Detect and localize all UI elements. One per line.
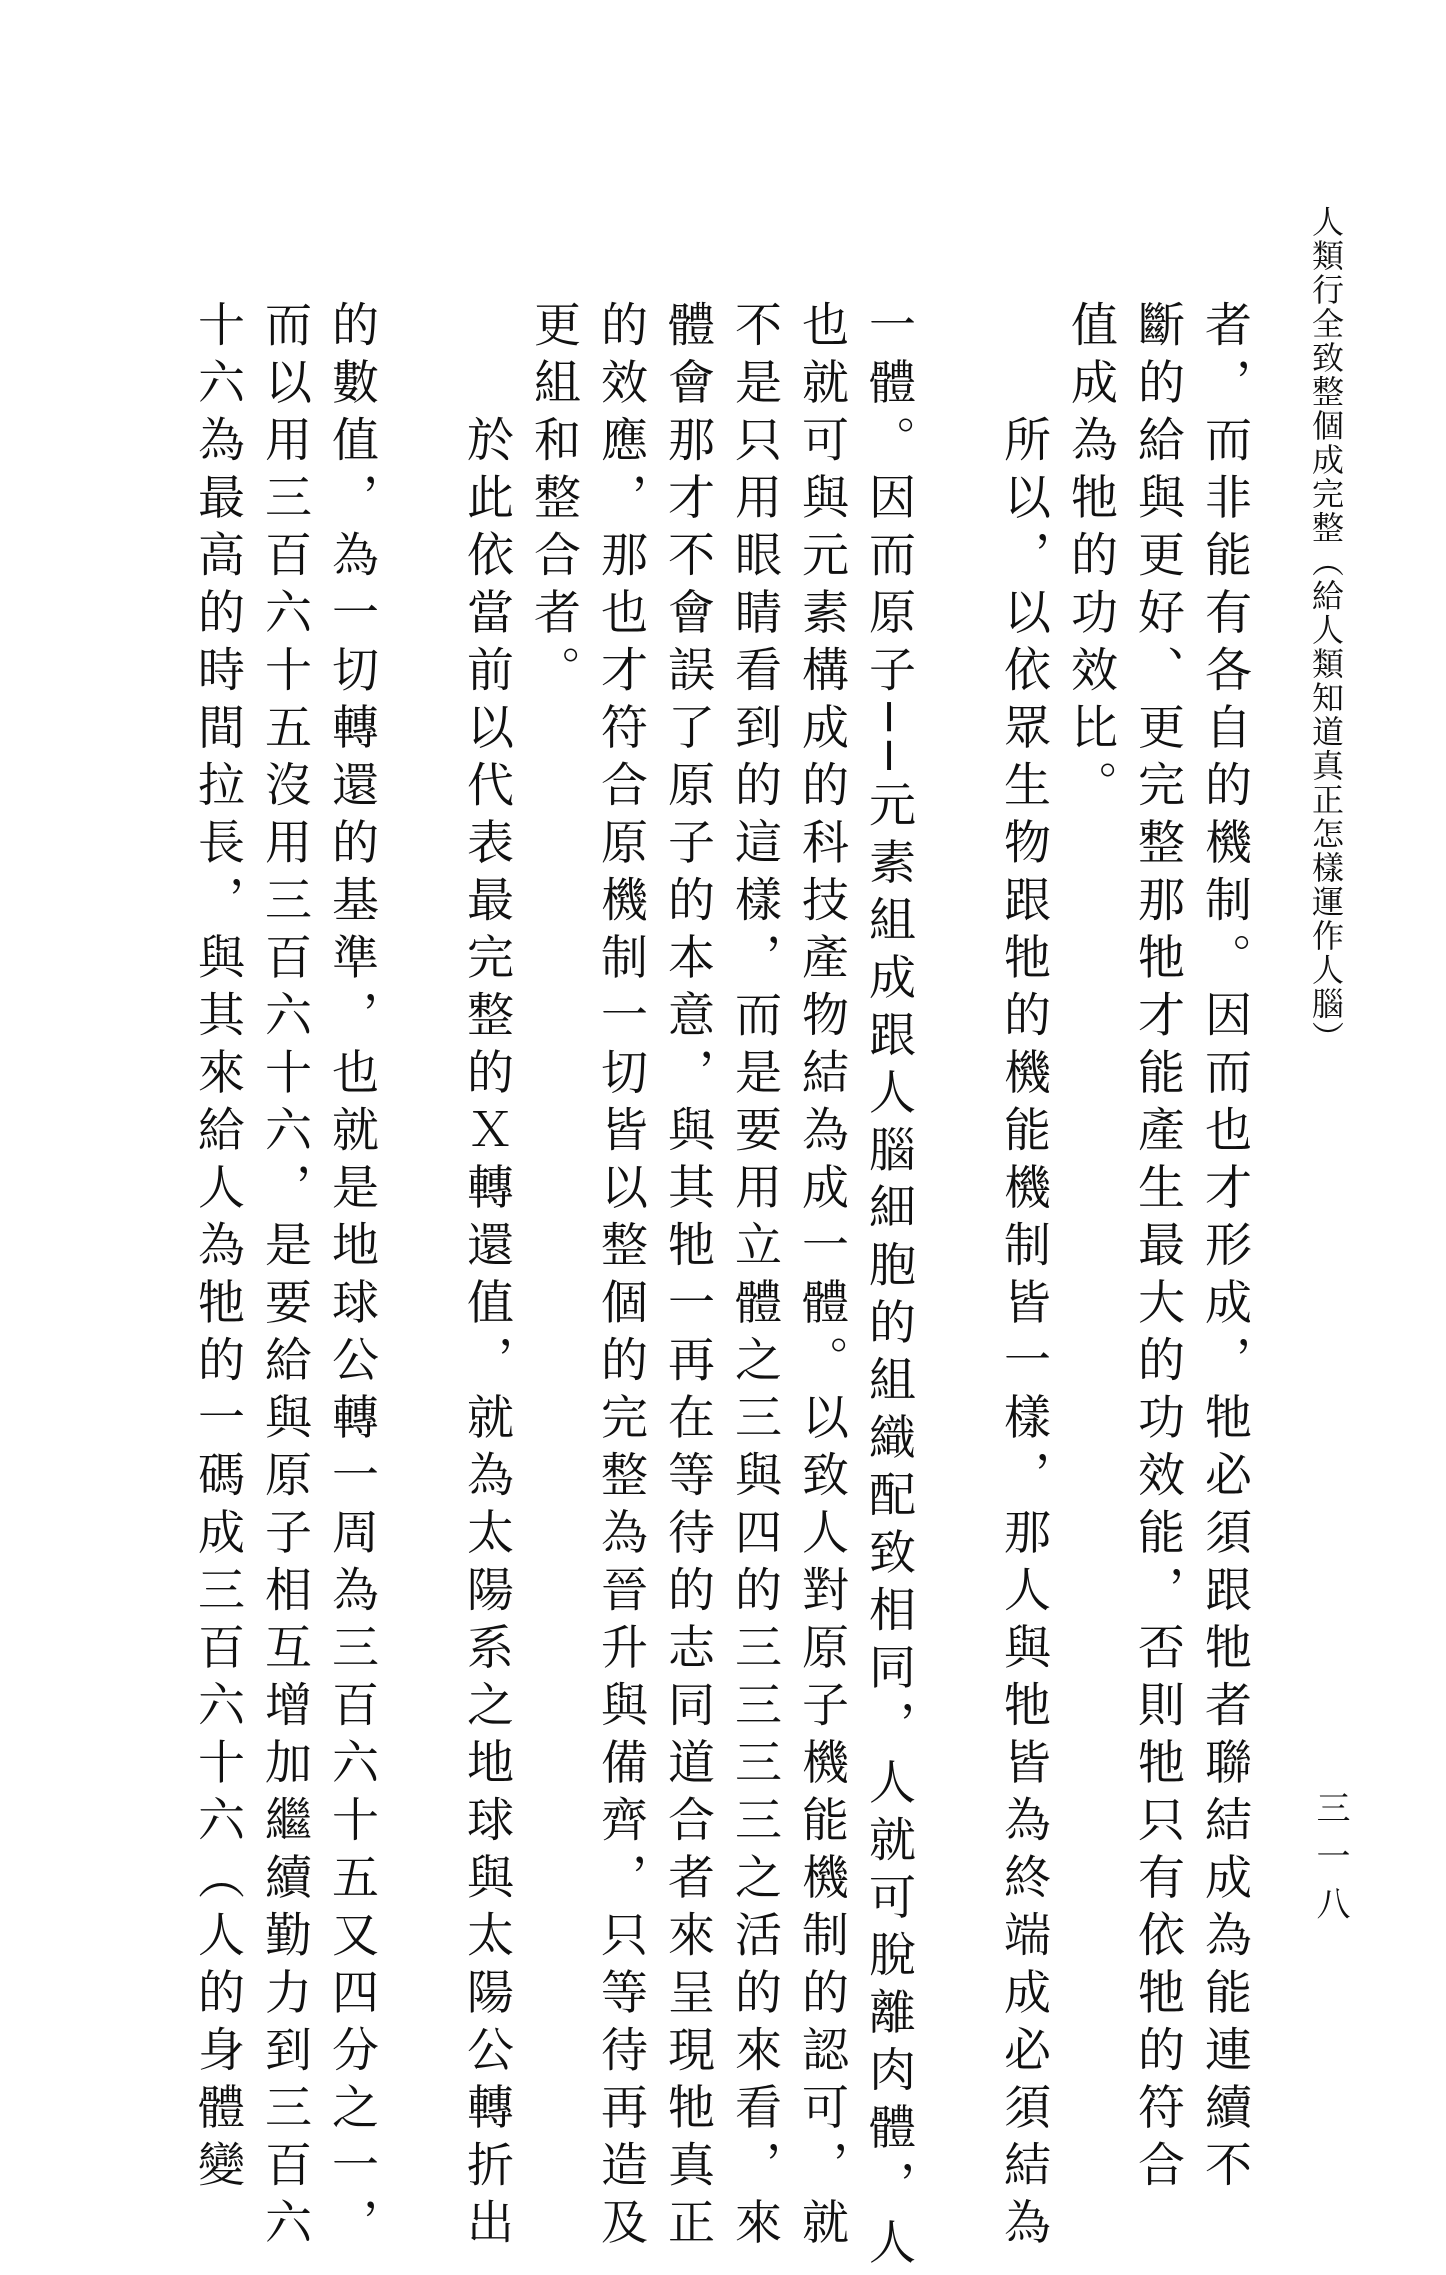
text-line: 十六為最高的時間拉長，與其來給人為牠的一碼成三百六十六（人的身體變 (190, 300, 245, 2198)
text-line: 所以，以依眾生物跟牠的機能機制皆一樣，那人與牠皆為終端成必須結為 (996, 415, 1051, 2255)
text-line: 的數值，為一切轉還的基準，也就是地球公轉一周為三百六十五又四分之一， (324, 300, 379, 2255)
text-line: 者，而非能有各自的機制。因而也才形成，牠必須跟牠者聯結成為能連續不 (1197, 300, 1252, 2198)
text-line: 的效應，那也才符合原機制一切皆以整個的完整為晉升與備齊，只等待再造及 (593, 300, 648, 2255)
text-line: 也就可與元素構成的科技產物結為成一體。以致人對原子機能機制的認可，就 (794, 300, 849, 2255)
text-line: 更組和整合者。 (526, 300, 581, 703)
running-header: 人類行全致整個成完整（給人類知道真正怎樣運作人腦） (1307, 205, 1345, 1055)
text-line: 值成為牠的功效比。 (1063, 300, 1118, 818)
text-line: 不是只用眼睛看到的這樣，而是要用立體之三與四的三三三三之活的來看，來 (727, 300, 782, 2255)
text-line: 體會那才不會誤了原子的本意，與其牠一再在等待的志同道合者來呈現牠真正 (660, 300, 715, 2255)
text-line: 於此依當前以代表最完整的Ｘ轉還值，就為太陽系之地球與太陽公轉折出 (459, 415, 514, 2255)
page-number: 三一八 (1310, 1790, 1350, 1934)
text-line: 而以用三百六十五沒用三百六十六，是要給與原子相互增加繼續勤力到三百六 (257, 300, 312, 2255)
text-line: 一體。因而原子──元素組成跟人腦細胞的組織配致相同，人就可脫離肉體，人 (861, 300, 916, 2275)
text-line: 斷的給與更好、更完整那牠才能產生最大的功效能，否則牠只有依牠的符合 (1130, 300, 1185, 2198)
body-text (190, 300, 1258, 2275)
